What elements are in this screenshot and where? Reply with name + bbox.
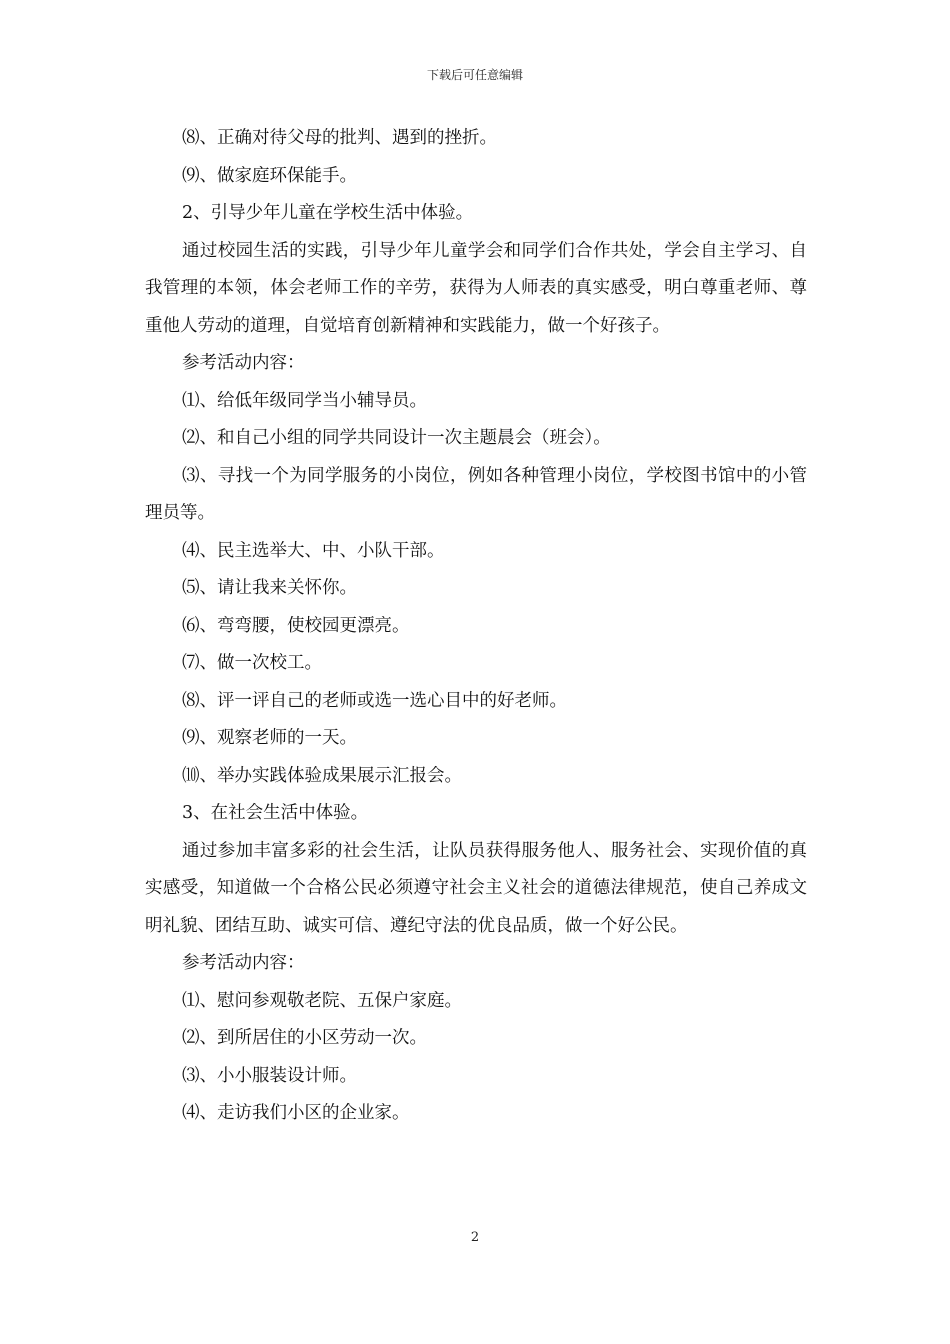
list-item: ⑼、做家庭环保能手。 — [182, 165, 357, 186]
list-item: ⑴、慰问参观敬老院、五保户家庭。 — [182, 990, 462, 1011]
list-item: ⑺、做一次校工。 — [182, 653, 322, 673]
list-item: ⑶、小小服装设计师。 — [182, 1065, 357, 1086]
list-heading: 参考活动内容： — [182, 953, 305, 973]
list-item: ⑵、到所居住的小区劳动一次。 — [182, 1028, 427, 1048]
document-body — [145, 120, 807, 1133]
list-item: ⑴、给低年级同学当小辅导员。 — [182, 390, 427, 411]
list-item: ⑹、弯弯腰，使校园更漂亮。 — [182, 615, 410, 636]
list-item: ⑻、评一评自己的老师或选一选心目中的好老师。 — [182, 690, 567, 711]
list-item: ⑻、正确对待父母的批判、遇到的挫折。 — [182, 128, 497, 148]
list-item: ⑶、寻找一个为同学服务的小岗位，例如各种管理小岗位，学校图书馆中的小管理员等。 — [145, 465, 807, 523]
list-heading: 参考活动内容： — [182, 353, 305, 373]
list-item: ⑷、走访我们小区的企业家。 — [182, 1103, 410, 1123]
list-item: ⑼、观察老师的一天。 — [182, 728, 357, 748]
section-heading: 2、引导少年儿童在学校生活中体验。 — [182, 203, 474, 223]
list-item: ⑽、举办实践体验成果展示汇报会。 — [182, 765, 462, 786]
page-number: 2 — [470, 1230, 480, 1245]
section-heading: 3、在社会生活中体验。 — [182, 803, 369, 823]
body-paragraph: 通过校园生活的实践，引导少年儿童学会和同学们合作共处，学会自主学习、自我管理的本领，体会老师工作的辛劳，获得为人师表的真实感受，明白尊重老师、尊重他人劳动的道理，自觉培育创新精神和实践能力，做一个好孩子。 — [145, 240, 807, 336]
list-item: ⑵、和自己小组的同学共同设计一次主题晨会（班会）。 — [182, 428, 611, 448]
page-header: 下载后可任意编辑 — [426, 68, 523, 82]
body-paragraph: 通过参加丰富多彩的社会生活，让队员获得服务他人、服务社会、实现价值的真实感受，知道做一个合格公民必须遵守社会主义社会的道德法律规范，使自己养成文明礼貌、团结互助、诚实可信、遵纪守法的优良品质，做一个好公民。 — [145, 840, 807, 936]
list-item: ⑷、民主选举大、中、小队干部。 — [182, 540, 445, 561]
list-item: ⑸、请让我来关怀你。 — [182, 578, 357, 598]
